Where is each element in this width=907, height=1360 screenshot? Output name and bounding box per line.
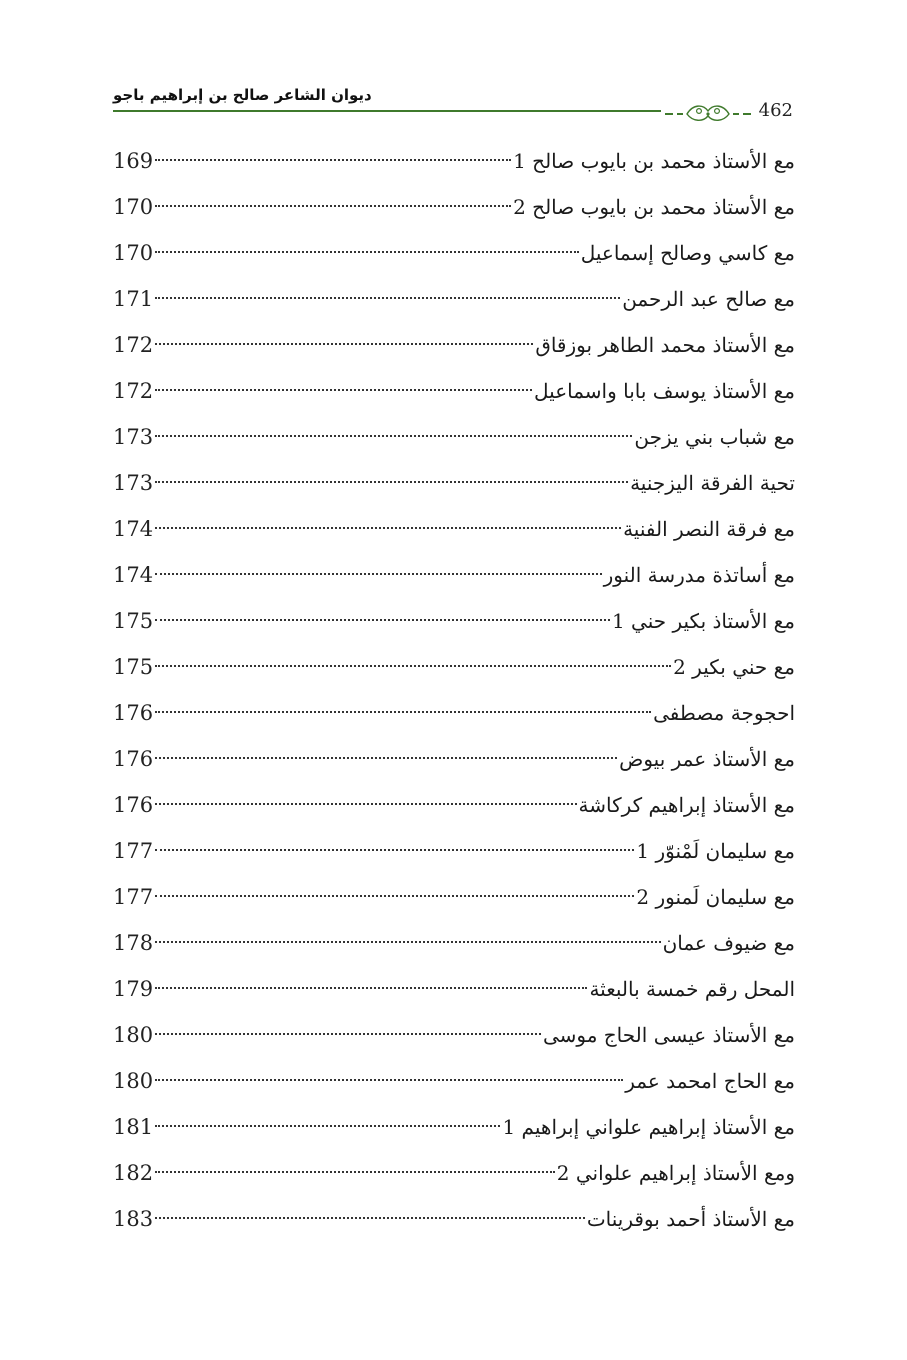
- dot-leader: [155, 527, 621, 529]
- dot-leader: [155, 757, 617, 759]
- toc-entry-page: 178: [113, 931, 154, 955]
- toc-entry: [113, 368, 795, 414]
- toc-entry: [113, 828, 795, 874]
- toc-entry-title: مع سليمان لَمنور 2: [636, 885, 795, 909]
- dot-leader: [155, 1125, 500, 1127]
- toc-entry-page: 179: [113, 977, 154, 1001]
- toc-entry-page: 171: [113, 287, 154, 311]
- toc-entry-title: احجوجة مصطفى: [653, 701, 795, 725]
- toc-entry-page: 172: [113, 379, 154, 403]
- toc-entry-title: مع الأستاذ عمر بيوض: [619, 747, 795, 771]
- toc-entry-title: مع أساتذة مدرسة النور: [603, 563, 795, 587]
- toc-entry-page: 174: [113, 563, 154, 587]
- toc-entry-title: المحل رقم خمسة بالبعثة: [589, 977, 795, 1001]
- toc-entry-title: مع الأستاذ إبراهيم كركاشة: [578, 793, 795, 817]
- floral-ornament-icon: [665, 100, 751, 122]
- dot-leader: [155, 1217, 585, 1219]
- toc-entry-title: مع فرقة النصر الفنية: [623, 517, 795, 541]
- toc-entry-title: مع سليمان لَمْنوّر 1: [636, 839, 795, 863]
- toc-entry-page: 170: [113, 241, 154, 265]
- toc-entry-page: 183: [113, 1207, 154, 1231]
- toc-entry: [113, 1196, 795, 1242]
- toc-entry-title: ومع الأستاذ إبراهيم علواني 2: [556, 1161, 795, 1185]
- page-number: 462: [758, 100, 793, 121]
- toc-entry: [113, 276, 795, 322]
- toc-entry-title: مع الأستاذ يوسف بابا واسماعيل: [534, 379, 795, 403]
- dot-leader: [155, 803, 576, 805]
- toc-entry: [113, 460, 795, 506]
- dot-leader: [155, 849, 634, 851]
- dot-leader: [155, 573, 602, 575]
- toc-entry-title: مع ضيوف عمان: [662, 931, 795, 955]
- toc-entry-title: مع صالح عبد الرحمن: [622, 287, 795, 311]
- dot-leader: [155, 1079, 623, 1081]
- toc-entry-page: 169: [113, 149, 154, 173]
- toc-entry: [113, 1058, 795, 1104]
- running-header: [113, 86, 795, 126]
- toc-entry-page: 182: [113, 1161, 154, 1185]
- toc-entry-page: 175: [113, 655, 154, 679]
- dot-leader: [155, 297, 620, 299]
- dot-leader: [155, 435, 632, 437]
- book-title: ديوان الشاعر صالح بن إبراهيم باجو: [113, 86, 372, 104]
- header-rule: [113, 110, 661, 112]
- dot-leader: [155, 205, 511, 207]
- toc-entry: [113, 552, 795, 598]
- toc-entry-page: 173: [113, 471, 154, 495]
- dot-leader: [155, 987, 587, 989]
- toc-entry-title: مع كاسي وصالح إسماعيل: [580, 241, 795, 265]
- dot-leader: [155, 665, 671, 667]
- dot-leader: [155, 389, 532, 391]
- toc-entry-page: 180: [113, 1069, 154, 1093]
- toc-entry: [113, 920, 795, 966]
- toc-entry-title: تحية الفرقة اليزجنية: [630, 471, 795, 495]
- toc-entry: [113, 736, 795, 782]
- toc-entry-title: مع شباب بني يزجن: [634, 425, 795, 449]
- toc-entry-page: 177: [113, 839, 154, 863]
- toc-entry-page: 174: [113, 517, 154, 541]
- toc-entry-page: 173: [113, 425, 154, 449]
- dot-leader: [155, 159, 511, 161]
- toc-entry: [113, 644, 795, 690]
- dot-leader: [155, 1171, 555, 1173]
- toc-entry-title: مع الأستاذ محمد بن بايوب صالح 1: [513, 149, 795, 173]
- toc-entry: [113, 598, 795, 644]
- toc-entry: [113, 1150, 795, 1196]
- toc-entry: [113, 138, 795, 184]
- toc-entry: [113, 874, 795, 920]
- toc-entry: [113, 1012, 795, 1058]
- dot-leader: [155, 251, 579, 253]
- toc-entry: [113, 230, 795, 276]
- toc-entry-title: مع الأستاذ أحمد بوقرينات: [586, 1207, 795, 1231]
- toc-entry-page: 176: [113, 701, 154, 725]
- toc-entry-page: 170: [113, 195, 154, 219]
- toc-entry: [113, 322, 795, 368]
- toc-entry: [113, 506, 795, 552]
- toc-entry-page: 175: [113, 609, 154, 633]
- dot-leader: [155, 1033, 541, 1035]
- dot-leader: [155, 711, 651, 713]
- dot-leader: [155, 941, 660, 943]
- toc-entry-page: 181: [113, 1115, 154, 1139]
- toc-entry-page: 177: [113, 885, 154, 909]
- toc-entry-title: مع الأستاذ محمد الطاهر بوزقاق: [535, 333, 795, 357]
- toc-entry: [113, 1104, 795, 1150]
- dot-leader: [155, 619, 610, 621]
- toc-entry: [113, 690, 795, 736]
- dot-leader: [155, 895, 634, 897]
- toc-entry: [113, 184, 795, 230]
- toc-entry-title: مع الأستاذ محمد بن بايوب صالح 2: [513, 195, 795, 219]
- toc-entry-title: مع الأستاذ عيسى الحاج موسى: [542, 1023, 795, 1047]
- toc-entry: [113, 414, 795, 460]
- toc-entry-page: 172: [113, 333, 154, 357]
- toc-entry-page: 180: [113, 1023, 154, 1047]
- dot-leader: [155, 343, 533, 345]
- dot-leader: [155, 481, 628, 483]
- toc-entry-page: 176: [113, 747, 154, 771]
- toc-entry: [113, 966, 795, 1012]
- toc-entry-title: مع حني بكير 2: [673, 655, 795, 679]
- table-of-contents: [113, 138, 795, 1242]
- toc-entry-page: 176: [113, 793, 154, 817]
- toc-entry-title: مع الأستاذ بكير حني 1: [611, 609, 795, 633]
- toc-entry: [113, 782, 795, 828]
- toc-entry-title: مع الأستاذ إبراهيم علواني إبراهيم 1: [502, 1115, 795, 1139]
- toc-entry-title: مع الحاج امحمد عمر: [625, 1069, 795, 1093]
